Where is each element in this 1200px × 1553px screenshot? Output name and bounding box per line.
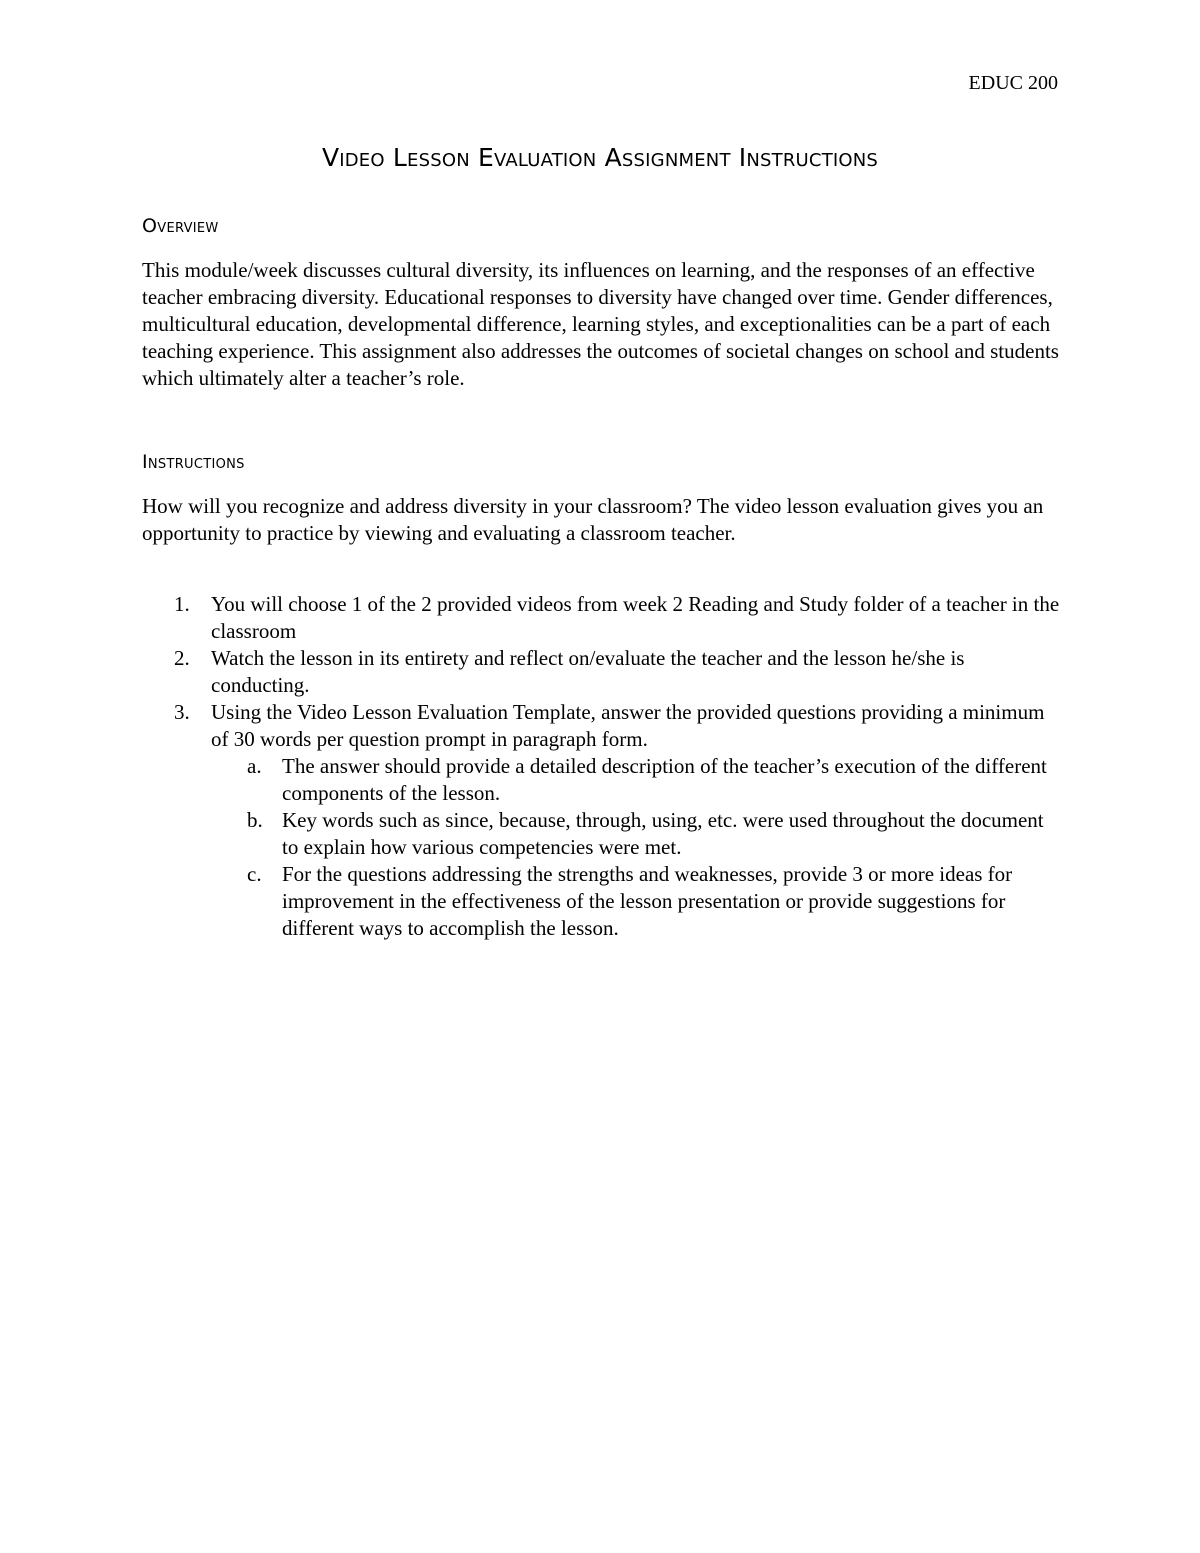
substep-text: Key words such as since, because, through, using, etc. were used throughout the document to explain how various competencies were met. — [282, 808, 1044, 859]
substep-text: The answer should provide a detailed description of the teacher’s execution of the different components of the lesson. — [282, 754, 1047, 805]
overview-paragraph: This module/week discusses cultural diversity, its influences on learning, and the responses of an effective teacher embracing diversity. Educational responses to diversity have changed over time. Gender differences, multicultural education, developmental difference, learning styles, and exceptionalities can be a part of each teaching experience. This assignment also addresses the outcomes of societal changes on school and students which ultimately alter a teacher’s role. — [142, 258, 1059, 390]
document-title: Video Lesson Evaluation Assignment Instructions — [321, 143, 879, 172]
substep-letter: b. — [247, 808, 263, 832]
instruction-steps-list — [142, 591, 1060, 942]
step-number: 2. — [174, 646, 190, 670]
instruction-substep-a — [211, 753, 1060, 807]
instruction-step-3 — [142, 699, 1060, 942]
step-text: Watch the lesson in its entirety and reflect on/evaluate the teacher and the lesson he/she is conducting. — [211, 646, 965, 697]
step-number: 3. — [174, 700, 190, 724]
step-text: You will choose 1 of the 2 provided videos from week 2 Reading and Study folder of a teacher in the classroom — [211, 592, 1060, 643]
instruction-substeps-list — [211, 753, 1060, 942]
instruction-step-1 — [142, 591, 1060, 645]
course-code-header: EDUC 200 — [968, 72, 1058, 94]
substep-letter: a. — [247, 754, 262, 778]
instruction-step-2 — [142, 645, 1060, 699]
overview-heading: Overview — [142, 215, 219, 237]
substep-letter: c. — [247, 862, 262, 886]
step-number: 1. — [174, 592, 190, 616]
step-text: Using the Video Lesson Evaluation Template, answer the provided questions providing a minimum of 30 words per question prompt in paragraph form. — [211, 700, 1045, 751]
instructions-heading: Instructions — [142, 451, 245, 473]
instruction-substep-b — [211, 807, 1060, 861]
substep-text: For the questions addressing the strengths and weaknesses, provide 3 or more ideas for improvement in the effectiveness of the lesson presentation or provide suggestions for different ways to accomplish the lesson. — [282, 862, 1013, 940]
instruction-substep-c — [211, 861, 1060, 942]
instructions-intro-paragraph: How will you recognize and address diversity in your classroom? The video lesson evaluation gives you an opportunity to practice by viewing and evaluating a classroom teacher. — [142, 494, 1044, 545]
